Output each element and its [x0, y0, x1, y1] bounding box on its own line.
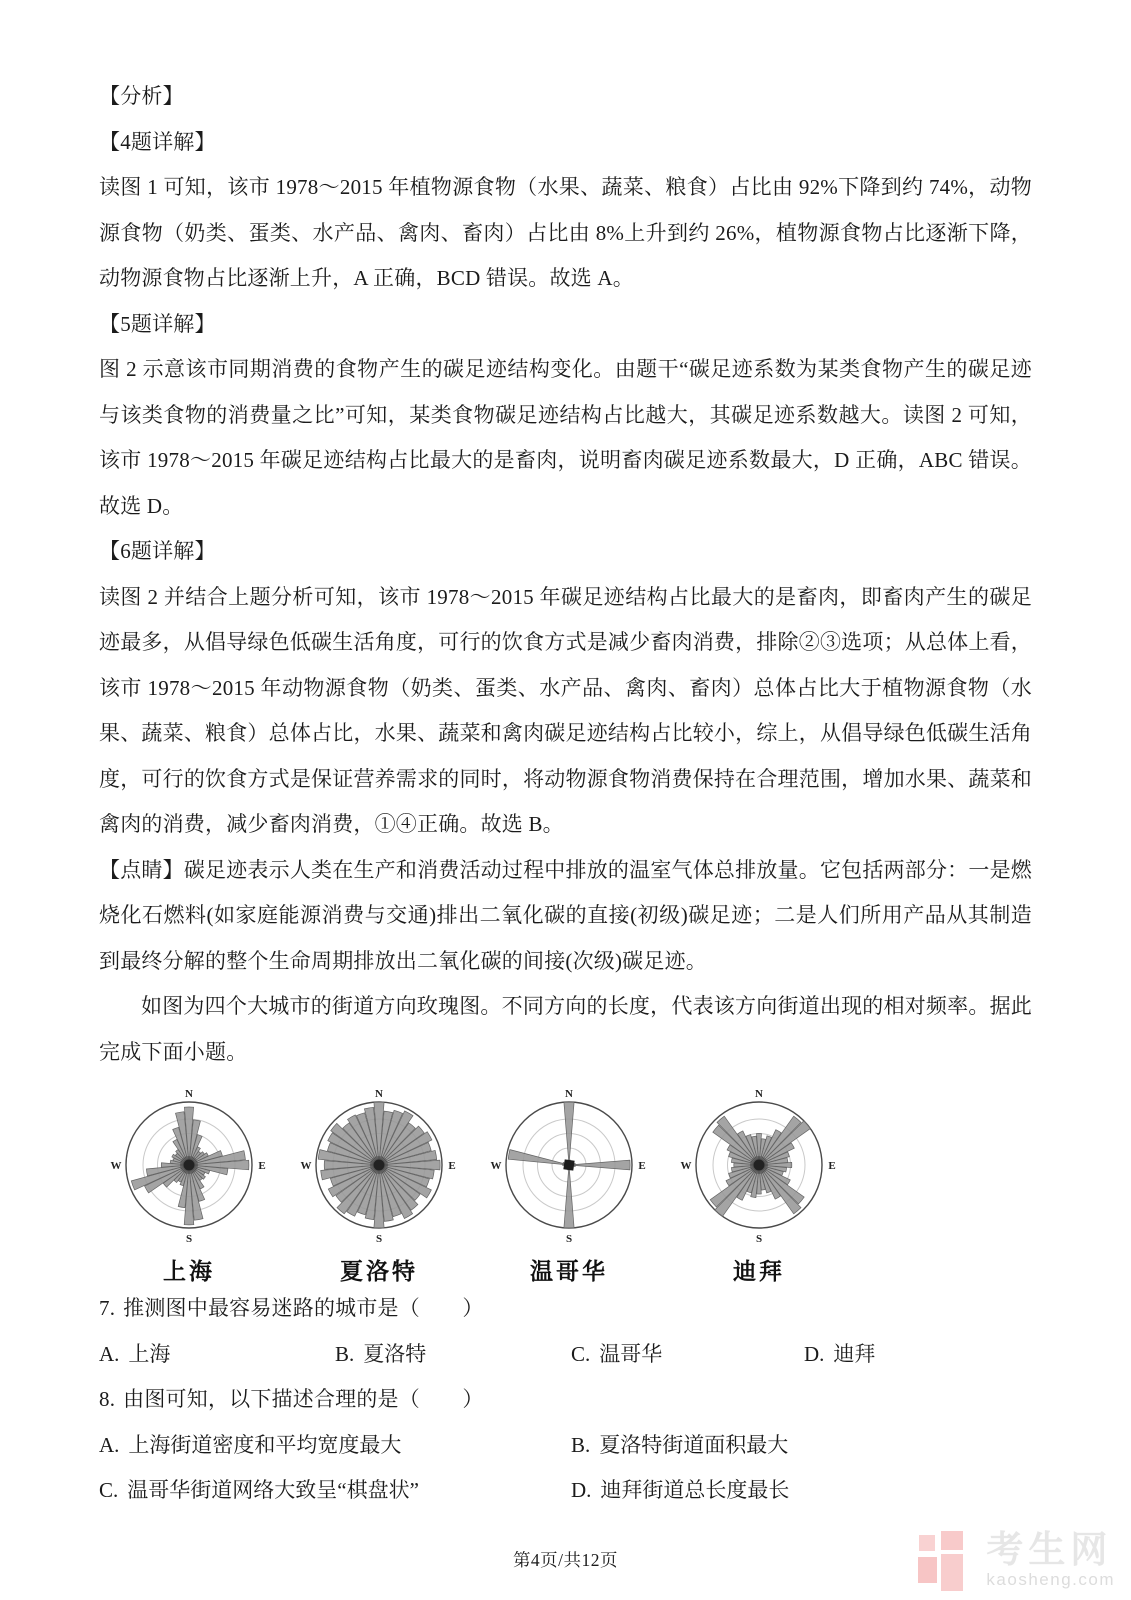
rose-svg-charlotte — [289, 1081, 469, 1251]
question-7-options — [99, 1332, 1032, 1378]
svg-text:E: E — [828, 1160, 836, 1172]
svg-text:E: E — [448, 1160, 456, 1172]
option-8d: D. 迪拜街道总长度最长 — [571, 1478, 790, 1502]
option-8c: C. 温哥华街道网络大致呈“棋盘状” — [99, 1478, 419, 1502]
question-8-stem: 8. 由图可知，以下描述合理的是（ ） — [99, 1387, 484, 1411]
svg-text:S: S — [565, 1233, 573, 1245]
detail4-heading: 【4题详解】 — [99, 129, 216, 154]
option-7c: C. 温哥华 — [571, 1341, 663, 1366]
figure-intro: 如图为四个大城市的街道方向玫瑰图。不同方向的长度，代表该方向街道出现的相对频率。据此完成下面小题。 — [99, 994, 1032, 1064]
option-7a: A. 上海 — [99, 1341, 171, 1366]
svg-text:E: E — [258, 1160, 266, 1172]
rose-chart-charlotte — [289, 1081, 469, 1286]
svg-text:S: S — [375, 1233, 383, 1245]
kaosheng-brand-text: 考生网 — [986, 1528, 1113, 1570]
detail5-heading: 【5题详解】 — [99, 311, 216, 336]
tip-paragraph: 【点睛】碳足迹表示人类在生产和消费活动过程中排放的温室气体总排放量。它包括两部分：一是燃烧化石燃料(如家庭能源消费与交通)排出二氧化碳的直接(初级)碳足迹；二是人们所用产品从其制造到最终分解的整个生命周期排放出二氧化碳的间接(次级)碳足迹。 — [99, 857, 1032, 973]
detail5-body: 图 2 示意该市同期消费的食物产生的碳足迹结构变化。由题干“碳足迹系数为某类食物产生的碳足迹与该类食物的消费量之比”可知，某类食物碳足迹结构占比越大，其碳足迹系数越大。读图 2 可知，该市 1978～2015 年碳足迹结构占比最大的是畜肉，说明畜肉碳足迹系数最大，D 正确，ABC 错误。故选 D。 — [99, 357, 1032, 518]
rose-chart-shanghai — [99, 1081, 279, 1286]
detail6-body: 读图 2 并结合上题分析可知，该市 1978～2015 年碳足迹结构占比最大的是畜肉，即畜肉产生的碳足迹最多，从倡导绿色低碳生活角度，可行的饮食方式是减少畜肉消费，排除②③选项；从总体上看，该市 1978～2015 年动物源食物（奶类、蛋类、水产品、禽肉、畜肉）总体占比大于植物源食物（水果、蔬菜、粮食）总体占比，水果、蔬菜和禽肉碳足迹结构占比较小，综上，从倡导绿色低碳生活角度，可行的饮食方式是保证营养需求的同时，将动物源食物消费保持在合理范围，增加水果、蔬菜和禽肉的消费，减少畜肉消费，①④正确。故选 B。 — [99, 584, 1032, 836]
option-8b: B. 夏洛特街道面积最大 — [571, 1432, 789, 1457]
page-number: 第4页/共12页 — [512, 1550, 619, 1570]
svg-text:N: N — [185, 1088, 193, 1100]
svg-text:N: N — [755, 1088, 763, 1100]
rose-chart-vancouver — [479, 1081, 659, 1286]
question-7-stem: 7. 推测图中最容易迷路的城市是（ ） — [99, 1296, 484, 1320]
svg-text:W: W — [680, 1160, 692, 1172]
question-8-number: 8. — [99, 1387, 116, 1411]
svg-text:W: W — [300, 1160, 312, 1172]
rose-city-label-charlotte: 夏洛特 — [340, 1259, 418, 1284]
kaosheng-site-text: kaosheng.com — [986, 1569, 1115, 1589]
detail6-heading: 【6题详解】 — [99, 539, 216, 563]
svg-text:S: S — [185, 1233, 193, 1245]
svg-text:W: W — [110, 1160, 122, 1172]
svg-text:S: S — [755, 1233, 763, 1245]
svg-text:N: N — [565, 1088, 573, 1100]
street-rose-figure — [99, 1081, 859, 1286]
rose-svg-vancouver — [479, 1081, 659, 1251]
detail4-body: 读图 1 可知，该市 1978～2015 年植物源食物（水果、蔬菜、粮食）占比由 92%下降到约 74%，动物源食物（奶类、蛋类、水产品、禽肉、畜肉）占比由 8%上升到约 26%，植物源食物占比逐渐下降，动物源食物占比逐渐上升，A 正确，BCD 错误。故选 A。 — [99, 175, 1032, 290]
rose-city-label-dubai: 迪拜 — [733, 1259, 785, 1284]
question-7 — [99, 1286, 1032, 1377]
rose-city-label-vancouver: 温哥华 — [530, 1259, 608, 1284]
kaosheng-logo-icon — [918, 1526, 976, 1592]
rose-city-label-shanghai: 上海 — [163, 1259, 215, 1284]
svg-text:W: W — [490, 1160, 502, 1172]
rose-svg-dubai — [669, 1081, 849, 1251]
rose-chart-dubai — [669, 1081, 849, 1286]
option-7b: B. 夏洛特 — [335, 1341, 427, 1366]
kaosheng-watermark — [918, 1526, 1115, 1592]
question-7-number: 7. — [99, 1296, 116, 1320]
svg-text:E: E — [638, 1160, 646, 1172]
question-8-options-row1 — [99, 1423, 1032, 1469]
rose-svg-shanghai — [99, 1081, 279, 1251]
svg-text:N: N — [375, 1088, 383, 1100]
option-7d: D. 迪拜 — [804, 1341, 876, 1366]
question-8-options-row2 — [99, 1468, 1032, 1514]
kaosheng-wordmark — [986, 1528, 1115, 1589]
question-8 — [99, 1377, 1032, 1514]
option-8a: A. 上海街道密度和平均宽度最大 — [99, 1432, 402, 1457]
analysis-label: 【分析】 — [99, 84, 184, 108]
